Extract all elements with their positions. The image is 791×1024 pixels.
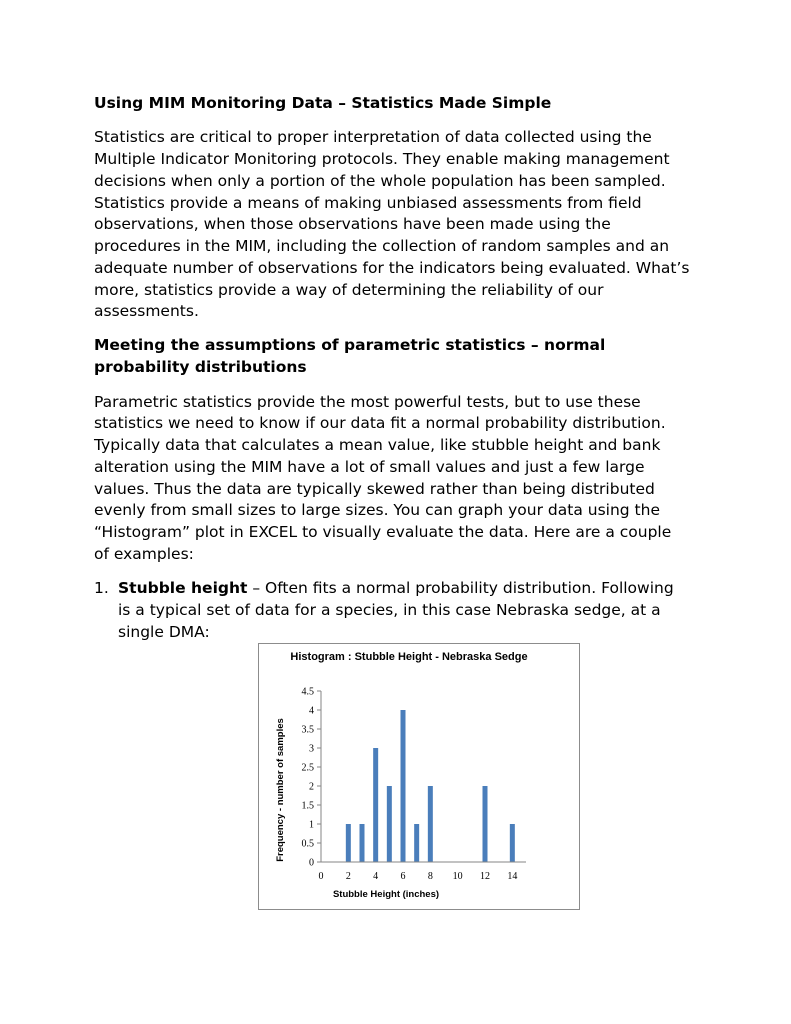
intro-line: Multiple Indicator Monitoring protocols. They enable making management bbox=[94, 150, 670, 168]
list-item-first-line bbox=[94, 577, 714, 599]
y-tick-label: 1 bbox=[309, 819, 314, 831]
intro-line: assessments. bbox=[94, 302, 199, 320]
document-title: Using MIM Monitoring Data – Statistics Made Simple bbox=[94, 94, 552, 112]
y-tick-label: 0.5 bbox=[301, 838, 314, 850]
section-line: of examples: bbox=[94, 545, 194, 563]
x-tick-label: 6 bbox=[400, 871, 406, 882]
x-tick-label: 10 bbox=[452, 871, 463, 882]
section-line: alteration using the MIM have a lot of small values and just a few large bbox=[94, 458, 645, 476]
histogram-chart bbox=[258, 643, 580, 910]
section-heading-line: probability distributions bbox=[94, 358, 307, 376]
y-tick-label: 3 bbox=[309, 743, 314, 755]
y-axis-ticks bbox=[302, 687, 322, 869]
list-item-line: single DMA: bbox=[118, 623, 210, 641]
intro-line: more, statistics provide a way of determining the reliability of our bbox=[94, 281, 604, 299]
x-axis-label: Stubble Height (inches) bbox=[332, 889, 440, 900]
y-tick-label: 2 bbox=[309, 781, 314, 793]
y-tick-label: 3.5 bbox=[301, 724, 314, 736]
x-axis-ticks bbox=[319, 871, 518, 882]
list-number: 1. bbox=[94, 579, 109, 597]
x-tick-label: 14 bbox=[507, 871, 518, 882]
histogram-bar bbox=[373, 748, 378, 862]
intro-line: decisions when only a portion of the whole population has been sampled. bbox=[94, 172, 666, 190]
list-item-text: – Often fits a normal probability distribution. Following bbox=[247, 579, 674, 597]
intro-line: observations, when those observations have been made using the bbox=[94, 215, 611, 233]
histogram-bar bbox=[387, 786, 392, 862]
histogram-bar bbox=[360, 824, 365, 862]
x-tick-label: 12 bbox=[480, 871, 490, 882]
list-item-term: Stubble height bbox=[118, 579, 248, 597]
list-item-line: is a typical set of data for a species, in this case Nebraska sedge, at a bbox=[118, 601, 661, 619]
intro-line: procedures in the MIM, including the collection of random samples and an bbox=[94, 237, 670, 255]
y-axis-label: Frequency - number of samples bbox=[275, 718, 286, 862]
y-tick-label: 4 bbox=[309, 705, 314, 717]
y-tick-label: 1.5 bbox=[301, 800, 314, 812]
section-line: “Histogram” plot in EXCEL to visually evaluate the data. Here are a couple bbox=[94, 523, 672, 541]
x-tick-label: 0 bbox=[318, 871, 324, 882]
histogram-bar bbox=[428, 786, 433, 862]
intro-line: Statistics provide a means of making unbiased assessments from field bbox=[94, 194, 642, 212]
intro-line: adequate number of observations for the indicators being evaluated. What’s bbox=[94, 259, 690, 277]
histogram-bar bbox=[346, 824, 351, 862]
section-line: statistics we need to know if our data fit a normal probability distribution. bbox=[94, 414, 666, 432]
chart-title: Histogram : Stubble Height - Nebraska Sedge bbox=[290, 651, 528, 663]
intro-line: Statistics are critical to proper interpretation of data collected using the bbox=[94, 128, 652, 146]
x-tick-label: 8 bbox=[427, 871, 433, 882]
section-line: evenly from small sizes to large sizes. You can graph your data using the bbox=[94, 501, 660, 519]
histogram-bar bbox=[510, 824, 515, 862]
section-line: Parametric statistics provide the most powerful tests, but to use these bbox=[94, 393, 641, 411]
histogram-svg bbox=[259, 644, 579, 909]
y-tick-label: 0 bbox=[309, 857, 314, 869]
x-tick-label: 4 bbox=[373, 871, 379, 882]
section-line: Typically data that calculates a mean value, like stubble height and bank bbox=[94, 436, 661, 454]
x-tick-label: 2 bbox=[345, 871, 351, 882]
section-heading-line: Meeting the assumptions of parametric statistics – normal bbox=[94, 336, 606, 354]
histogram-bar bbox=[401, 710, 406, 862]
y-tick-label: 4.5 bbox=[301, 686, 314, 698]
bars bbox=[346, 710, 515, 862]
histogram-bar bbox=[483, 786, 488, 862]
section-line: values. Thus the data are typically skewed rather than being distributed bbox=[94, 480, 655, 498]
y-tick-label: 2.5 bbox=[301, 762, 314, 774]
histogram-bar bbox=[414, 824, 419, 862]
list-item-stubble-height bbox=[94, 577, 714, 643]
